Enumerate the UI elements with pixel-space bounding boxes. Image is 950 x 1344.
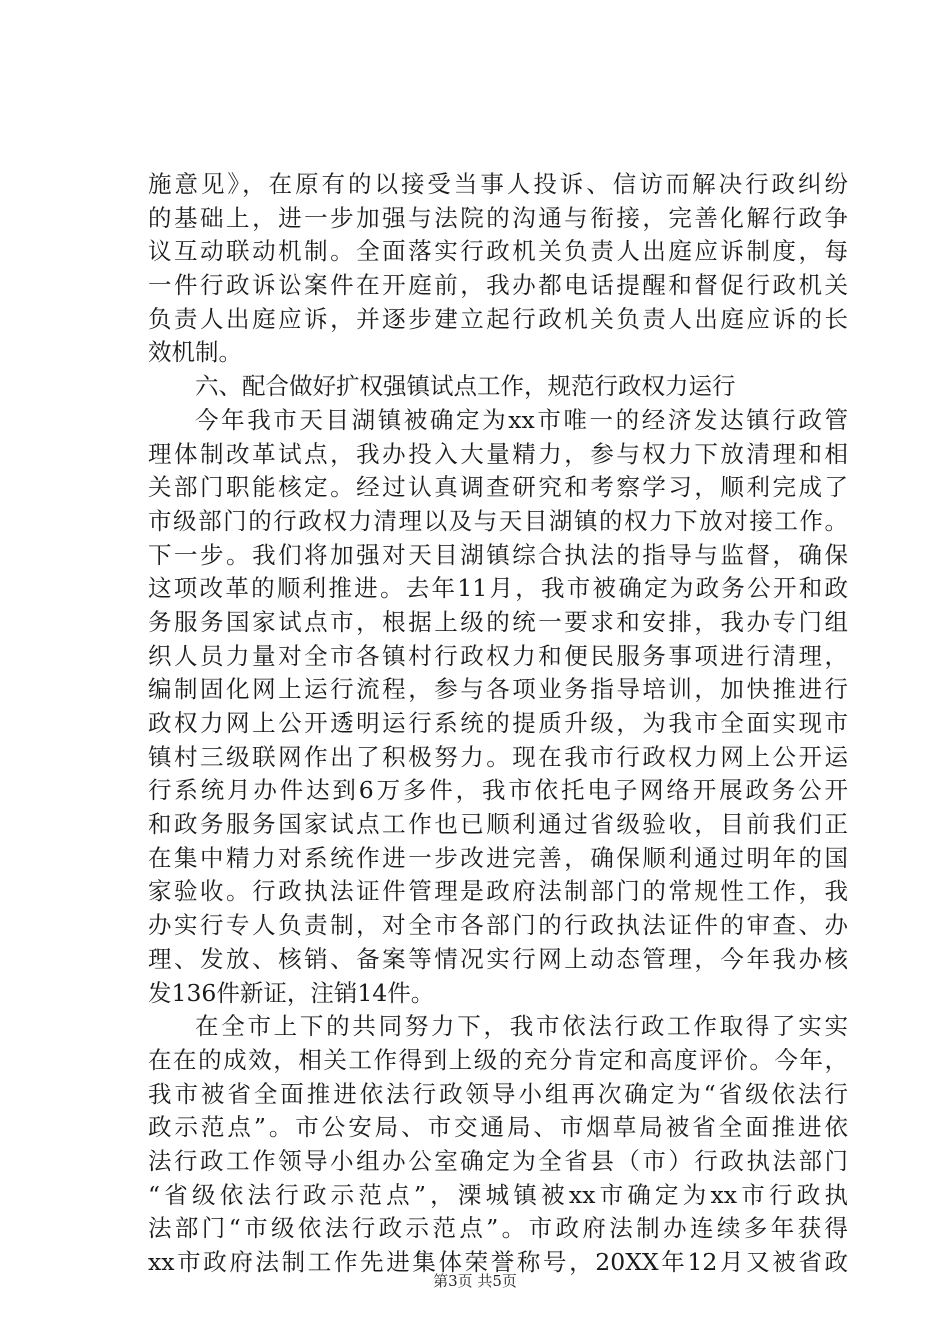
paragraph-line: 市级部门的行政权力清理以及与天目湖镇的权力下放对接工作。 xyxy=(148,506,848,535)
paragraph-line: 下一步。我们将加强对天目湖镇综合执法的指导与监督，确保 xyxy=(148,540,848,569)
paragraph-line: 的基础上，进一步加强与法院的沟通与衔接，完善化解行政争 xyxy=(148,203,848,232)
document-body xyxy=(148,168,848,1280)
paragraph-line: 在在的成效，相关工作得到上级的充分肯定和高度评价。今年， xyxy=(148,1045,848,1074)
section-heading: 六、配合做好扩权强镇试点工作，规范行政权力运行 xyxy=(195,372,736,401)
paragraph-line: 织人员力量对全市各镇村行政权力和便民服务事项进行清理， xyxy=(148,641,848,670)
paragraph-line: 负责人出庭应诉，并逐步建立起行政机关负责人出庭应诉的长 xyxy=(148,304,848,333)
paragraph-line: 施意见》，在原有的以接受当事人投诉、信访而解决行政纠纷 xyxy=(148,170,848,198)
paragraph-line: 办实行专人负责制，对全市各部门的行政执法证件的审查、办 xyxy=(148,911,848,940)
paragraph-line: 在全市上下的共同努力下，我市依法行政工作取得了实实 xyxy=(195,1012,848,1041)
paragraph-line: 行系统月办件达到6万多件，我市依托电子网络开展政务公开 xyxy=(148,776,848,805)
paragraph-line: “省级依法行政示范点”，溧城镇被xx市确定为xx市行政执 xyxy=(148,1180,848,1209)
paragraph-line: 务服务国家试点市，根据上级的统一要求和安排，我办专门组 xyxy=(148,607,848,636)
paragraph-line: xx市政府法制工作先进集体荣誉称号，20XX年12月又被省政 xyxy=(148,1248,848,1276)
paragraph-line: 议互动联动机制。全面落实行政机关负责人出庭应诉制度，每 xyxy=(148,237,848,266)
paragraph-line: 这项改革的顺利推进。去年11月，我市被确定为政务公开和政 xyxy=(148,574,848,603)
paragraph-line: 关部门职能核定。经过认真调查研究和考察学习，顺利完成了 xyxy=(148,473,848,502)
paragraph-line: 我市被省全面推进依法行政领导小组再次确定为“省级依法行 xyxy=(148,1079,848,1108)
paragraph-line: 和政务服务国家试点工作也已顺利通过省级验收，目前我们正 xyxy=(148,810,848,839)
paragraph-line: 镇村三级联网作出了积极努力。现在我市行政权力网上公开运 xyxy=(148,742,848,771)
paragraph-line: 家验收。行政执法证件管理是政府法制部门的常规性工作，我 xyxy=(148,877,848,906)
paragraph-line: 在集中精力对系统作进一步改进完善，确保顺利通过明年的国 xyxy=(148,843,848,872)
paragraph-line: 编制固化网上运行流程，参与各项业务指导培训，加快推进行 xyxy=(148,675,848,704)
paragraph-line: 政示范点”。市公安局、市交通局、市烟草局被省全面推进依 xyxy=(148,1113,848,1142)
paragraph-line: 法行政工作领导小组办公室确定为全省县（市）行政执法部门 xyxy=(148,1146,848,1175)
paragraph-line: 发136件新证，注销14件。 xyxy=(148,978,435,1007)
paragraph-line: 理体制改革试点，我办投入大量精力，参与权力下放清理和相 xyxy=(148,439,848,468)
paragraph-line: 今年我市天目湖镇被确定为xx市唯一的经济发达镇行政管 xyxy=(195,405,848,434)
paragraph-line: 理、发放、核销、备案等情况实行网上动态管理，今年我办核 xyxy=(148,944,848,973)
paragraph-line: 一件行政诉讼案件在开庭前，我办都电话提醒和督促行政机关 xyxy=(148,271,848,300)
paragraph-line: 法部门“市级依法行政示范点”。市政府法制办连续多年获得 xyxy=(148,1214,848,1243)
page-number-footer: 第3页 共5页 xyxy=(433,1272,517,1290)
paragraph-line: 政权力网上公开透明运行系统的提质升级，为我市全面实现市 xyxy=(148,709,848,737)
paragraph-line: 效机制。 xyxy=(148,338,242,367)
